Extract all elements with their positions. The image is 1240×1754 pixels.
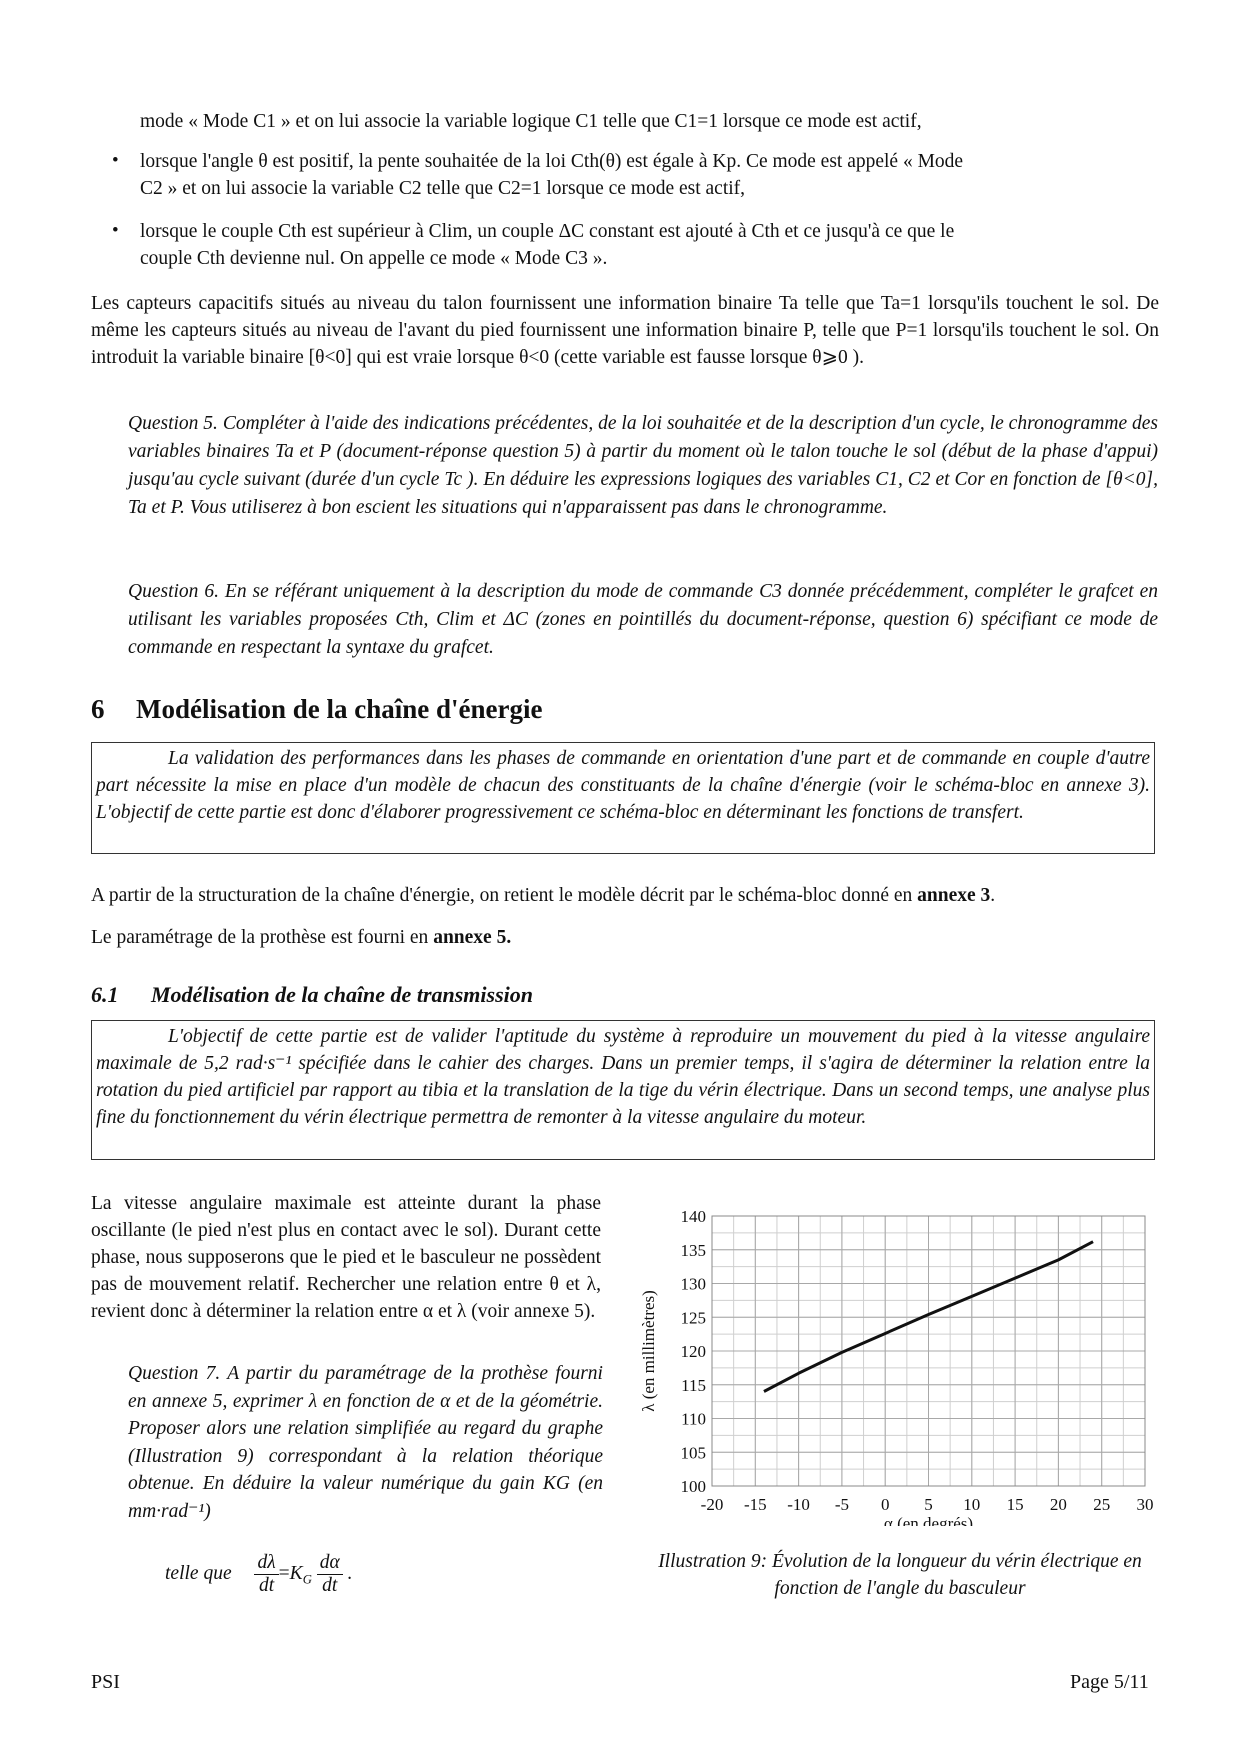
x-tick-label: 15 — [1006, 1495, 1024, 1514]
annexe-3-ref: annexe 3 — [917, 885, 991, 906]
x-axis-label: α (en degrés) — [883, 1514, 974, 1526]
x-tick-label: 25 — [1093, 1495, 1111, 1514]
mode-c3-text — [140, 218, 1160, 272]
x-tick-label: -10 — [787, 1495, 810, 1514]
y-tick-label: 140 — [680, 1207, 706, 1226]
chart-svg — [640, 1196, 1160, 1526]
y-tick-label: 110 — [681, 1409, 706, 1429]
mode-c3-line-1: lorsque le couple Cth est supérieur à Clim, un couple ΔC constant est ajouté à Cth et ce jusqu'à ce que le — [140, 221, 955, 242]
mode-c2-line-1: lorsque l'angle θ est positif, la pente souhaitée de la loi Cth(θ) est égale à Kp. Ce mode est appelé « Mode — [140, 151, 964, 172]
y-tick-label: 125 — [680, 1308, 706, 1328]
question-5-label: Question 5. — [128, 413, 218, 434]
y-tick-label: 120 — [680, 1342, 706, 1361]
x-tick-label: -5 — [834, 1495, 849, 1514]
y-tick-label: 100 — [680, 1477, 706, 1496]
annexe-5-ref: annexe 5. — [433, 927, 512, 948]
section-6-paragraph-1: A partir de la structuration de la chaîne d'énergie, on retient le modèle décrit par le schéma-bloc donné en annexe 3. — [91, 885, 996, 906]
footer-left: PSI — [91, 1671, 120, 1693]
section-6-1-title: Modélisation de la chaîne de transmission — [151, 982, 533, 1007]
section-6-1-objective: L'objectif de cette partie est de valider l'aptitude du système à reproduire un mouvement du pied à la vitesse angulaire maximale de 5,2 rad·s⁻¹ spécifiée dans le cahier des charges. Dans un premier temps, il s'agira de déterminer la relation entre la rotation du pied artificiel par rapport au tibia et la translation de la tige du vérin électrique. Dans un second temps, une analyse plus fine du fonctionnement du vérin électrique permettra de remonter à la vitesse angulaire du moteur. — [96, 1026, 1150, 1128]
section-6-heading — [91, 694, 542, 725]
section-6-title: Modélisation de la chaîne d'énergie — [136, 694, 543, 724]
question-7-text: A partir du paramétrage de la prothèse fourni en annexe 5, exprimer λ en fonction de α et de la géométrie. Proposer alors une relation simplifiée au regard du graphe (Illustration 9) correspondant à la relation théorique obtenue. En déduire la valeur numérique du gain KG (en mm·rad⁻¹) — [128, 1363, 603, 1522]
bullet-icon: • — [112, 150, 119, 171]
footer-page-number: Page 5/11 — [1070, 1671, 1149, 1693]
section-6-p2-text: Le paramétrage de la prothèse est fourni en — [91, 927, 429, 948]
question-6-text: En se référant uniquement à la description du mode de commande C3 donnée précédemment, compléter le grafcet en utilisant les variables proposées Cth, Clim et ΔC (zones en pointillés du document-réponse, question 6) spécifiant ce mode de commande en respectant la syntaxe du grafcet. — [128, 581, 1158, 658]
formula-lead: telle que — [165, 1562, 232, 1584]
section-6-1-objective-box — [91, 1020, 1155, 1160]
illustration-9-caption: Illustration 9: Évolution de la longueur du vérin électrique en fonction de l'angle du basculeur — [658, 1551, 1142, 1599]
mode-c2-text — [140, 148, 1160, 202]
x-tick-label: 30 — [1136, 1495, 1154, 1514]
x-tick-label: -15 — [743, 1495, 767, 1514]
mode-c2-line-2: C2 » et on lui associe la variable C2 telle que C2=1 lorsque ce mode est actif, — [140, 178, 746, 199]
sensors-paragraph: Les capteurs capacitifs situés au niveau du talon fournissent une information binaire Ta telle que Ta=1 lorsqu'ils touchent le sol. De même les capteurs situés au niveau de l'avant du pied fournissent une information binaire P, telle que P=1 lorsqu'ils touchent le sol. On introduit la variable binaire [θ<0] qui est vraie lorsque θ<0 (cette variable est fausse lorsque θ⩾0 ). — [91, 293, 1159, 368]
x-tick-label: 5 — [924, 1495, 933, 1514]
question-6 — [128, 578, 1158, 662]
oscillating-phase-paragraph: La vitesse angulaire maximale est atteinte durant la phase oscillante (le pied n'est plus en contact avec le sol). Durant cette phase, nous supposerons que le pied et le basculeur ne possèdent pas de mouvement relatif. Rechercher une relation entre θ et λ, revient donc à déterminer la relation entre α et λ (voir annexe 5). — [91, 1193, 601, 1322]
mode-c3-line-2: couple Cth devienne nul. On appelle ce mode « Mode C3 ». — [140, 248, 608, 269]
section-6-1-heading — [91, 982, 533, 1008]
section-6-number: 6 — [91, 694, 105, 724]
question-7-label: Question 7. — [128, 1363, 221, 1384]
x-tick-label: 0 — [880, 1495, 890, 1514]
gain-formula: telle que $\frac{d\lambda}{dt}$ $=K_G$ $\frac{d\alpha}{dt}$ . — [165, 1552, 353, 1596]
question-5-text: Compléter à l'aide des indications précédentes, de la loi souhaitée et de la description d'un cycle, le chronogramme des variables binaires Ta et P (document-réponse question 5) à partir du moment où le talon touche le sol (début de la phase d'appui) jusqu'au cycle suivant (durée d'un cycle Tc ). En déduire les expressions logiques des variables C1, C2 et Cor en fonction de [θ<0], Ta et P. Vous utiliserez à bon escient les situations qui n'apparaissent pas dans le chronogramme. — [128, 413, 1158, 518]
section-6-paragraph-2 — [91, 924, 1161, 951]
y-tick-label: 135 — [680, 1240, 706, 1260]
y-tick-label: 115 — [681, 1375, 706, 1395]
question-6-label: Question 6. — [128, 581, 219, 602]
section-6-objective: La validation des performances dans les phases de commande en orientation d'une part et de commande en couple d'autre part nécessite la mise en place d'un modèle de chacun des constituants de la chaîne d'énergie (voir le schéma-bloc en annexe 3). L'objectif de cette partie est donc d'élaborer progressivement ce schéma-bloc en déterminant les fonctions de transfert. — [96, 748, 1150, 823]
x-tick-label: 20 — [1049, 1495, 1067, 1514]
section-6-1-number: 6.1 — [91, 982, 119, 1007]
fraction-dalpha: $\frac{d\alpha}{dt}$ — [317, 1552, 343, 1597]
x-tick-label: -20 — [700, 1495, 724, 1514]
question-5 — [128, 410, 1158, 522]
section-6-objective-box — [91, 742, 1155, 854]
x-tick-label: 10 — [963, 1495, 981, 1514]
bullet-icon: • — [112, 220, 119, 241]
y-tick-label: 130 — [680, 1274, 706, 1294]
illustration-9-chart — [640, 1196, 1160, 1526]
fraction-dlambda: $\frac{d\lambda}{dt}$ — [254, 1552, 278, 1597]
section-6-p1-text: A partir de la structuration de la chaîne d'énergie, on retient le modèle décrit par le schéma-bloc donné en — [91, 885, 913, 906]
mode-c1-line: mode « Mode C1 » et on lui associe la variable logique C1 telle que C1=1 lorsque ce mode est actif, — [140, 111, 922, 132]
y-tick-label: 105 — [680, 1443, 706, 1463]
y-axis-label: λ (en millimètres) — [640, 1290, 658, 1412]
question-7 — [128, 1360, 603, 1525]
